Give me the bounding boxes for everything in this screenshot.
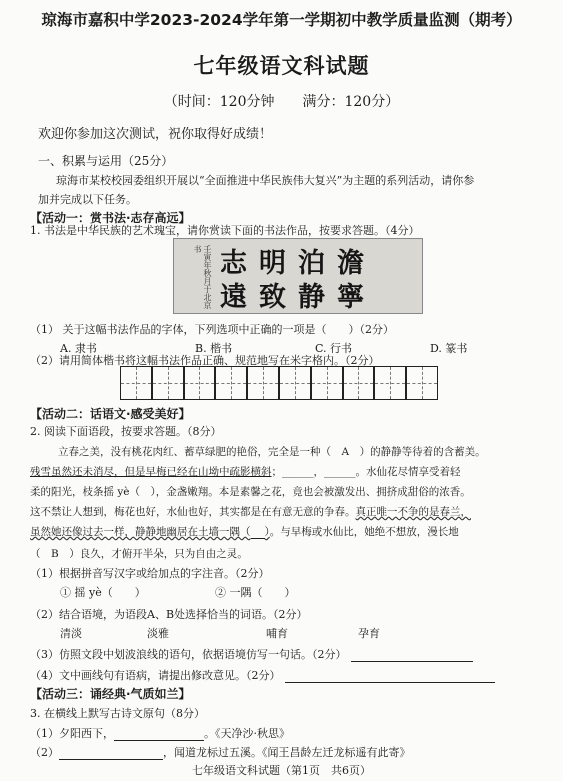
passage-line2-rest: ；______，______。水仙花尽情享受着轻	[271, 466, 461, 478]
question-3-2-suffix: ，闻道龙标过五溪。《闻王昌龄左迁龙标遥有此寄》	[163, 746, 411, 759]
calligraphy-image	[173, 238, 423, 314]
question-3-1-suffix: 。《天净沙·秋思》	[204, 727, 290, 740]
option-b: B. 楷书	[195, 342, 233, 355]
welcome-text: 欢迎你参加这次测试，祝你取得好成绩！	[38, 127, 273, 142]
option-c: C. 行书	[315, 342, 353, 355]
question-3: 3. 在横线上默写古诗文原句（8分）	[30, 707, 205, 720]
question-1-1: （1） 关于这幅书法作品的字体，下列选项中正确的一项是（ ）（2分）	[30, 323, 394, 336]
question-2-1-item1: ① 摇 yè（ ）	[60, 586, 146, 599]
passage-line2	[30, 464, 461, 479]
question-2: 2. 阅读下面语段，按要求答题。（8分）	[30, 425, 222, 438]
word-choice-2: 淡雅	[147, 627, 169, 640]
answer-blank[interactable]	[251, 527, 265, 539]
passage-line4-text: 这不禁让人想到，梅花也好，水仙也好，其实都是在有意无意的争春。	[30, 506, 356, 518]
option-d: D. 篆书	[430, 342, 468, 355]
passage-line3: 柔的阳光，枝条摇 yè（ ），金盏嫩翔。本是素馨之花，竟也会被激发出、拥挤成甜俗的浓香。	[30, 486, 471, 498]
question-2-1-item2: ② 一隅（ ）	[215, 586, 296, 599]
word-choice-3: 哺育	[266, 627, 288, 640]
grid-cell[interactable]	[374, 366, 406, 400]
question-2-3	[30, 646, 473, 662]
question-2-4-text: （4）文中画线句有语病，请提出修改意见。（2分）	[30, 669, 281, 682]
question-2-3-text: （3）仿照文段中划波浪线的语句，依据语境仿写一句话。（2分）	[30, 648, 347, 661]
grid-cell[interactable]	[184, 366, 216, 400]
answer-line[interactable]	[351, 650, 473, 662]
calligraphy-row1: 志明泊澹	[220, 248, 376, 279]
calligraphy-row2: 遠致静寧	[220, 282, 376, 313]
answer-line[interactable]	[285, 671, 495, 683]
activity1-title: 【活动一：赏书法·志存高远】	[30, 211, 191, 225]
passage-underlined-sentence: 残雪虽然还未消尽，但是早梅已经在山坳中疏影横斜	[30, 466, 272, 478]
subject-title: 七年级语文科试题	[193, 53, 370, 78]
word-choice-1: 清淡	[60, 627, 82, 640]
grid-cell[interactable]	[152, 366, 184, 400]
passage-line1: 立春之美，没有桃花肉红、蓄草绿肥的艳俗，完全是一种（ A ）的静静等待着的含蓄美。	[58, 446, 486, 458]
passage-wavy-sentence-2: 虽然她还像过去一样，静静地幽居在土墙一隅（	[30, 526, 251, 538]
section-intro-line2: 加并完成以下任务。	[38, 193, 137, 206]
question-3-1-prefix: （1）夕阳西下，	[30, 727, 114, 740]
passage-line6: （ B ）良久，才俯开半朵，只为自由之灵。	[30, 548, 248, 560]
section-intro-line1: 琼海市某校校园委组织开展以“全面推进中华民族伟大复兴”为主题的系列活动，请你参	[56, 174, 475, 187]
word-choice-4: 孕育	[358, 627, 380, 640]
passage-line4	[30, 504, 471, 519]
question-2-2: （2）结合语境，为语段A、B处选择恰当的词语。（2分）	[30, 608, 308, 621]
exam-header: 琼海市嘉积中学2023-2024学年第一学期初中教学质量监测（期考）	[41, 11, 522, 29]
grid-cell[interactable]	[343, 366, 375, 400]
option-a: A. 隶书	[60, 342, 97, 355]
answer-line[interactable]	[59, 748, 163, 760]
passage-line5-rest: 。与早梅或水仙比，她绝不想放，漫长地	[269, 526, 459, 538]
passage-wavy-bracket: ）	[264, 526, 270, 538]
answer-line[interactable]	[114, 729, 204, 741]
grid-cell[interactable]	[215, 366, 247, 400]
question-3-1	[30, 725, 290, 741]
time-info: （时间：120分钟 满分：120分）	[163, 94, 400, 110]
page-footer: 七年级语文科试题（第1页 共6页）	[192, 764, 371, 777]
calligraphy-inscription: 壬寅年秋月于北京书	[193, 245, 212, 309]
question-3-2	[30, 744, 411, 760]
grid-cell[interactable]	[311, 366, 343, 400]
question-2-4	[30, 667, 495, 683]
activity2-title: 【活动二：话语文·感受美好】	[30, 407, 191, 421]
grid-cell[interactable]	[279, 366, 311, 400]
passage-line5	[30, 524, 459, 539]
grid-cell[interactable]	[247, 366, 279, 400]
question-1: 1. 书法是中华民族的艺术瑰宝，请你赏读下面的书法作品，按要求答题。（4分）	[30, 224, 420, 237]
question-1-2: （2）请用简体楷书将这幅书法作品正确、规范地写在米字格内。（2分）	[30, 354, 380, 367]
grid-cell[interactable]	[406, 366, 438, 400]
section-heading: 一、积累与运用（25分）	[38, 154, 174, 168]
question-2-1: （1）根据拼音写汉字或给加点的字注音。（2分）	[30, 567, 270, 580]
grid-cell[interactable]	[120, 366, 152, 400]
passage-wavy-sentence: 真正唯一不争的是春兰，	[355, 506, 471, 518]
activity3-title: 【活动三：诵经典·气质如兰】	[30, 687, 191, 701]
writing-grid[interactable]	[120, 366, 438, 400]
question-3-2-prefix: （2）	[30, 746, 59, 759]
